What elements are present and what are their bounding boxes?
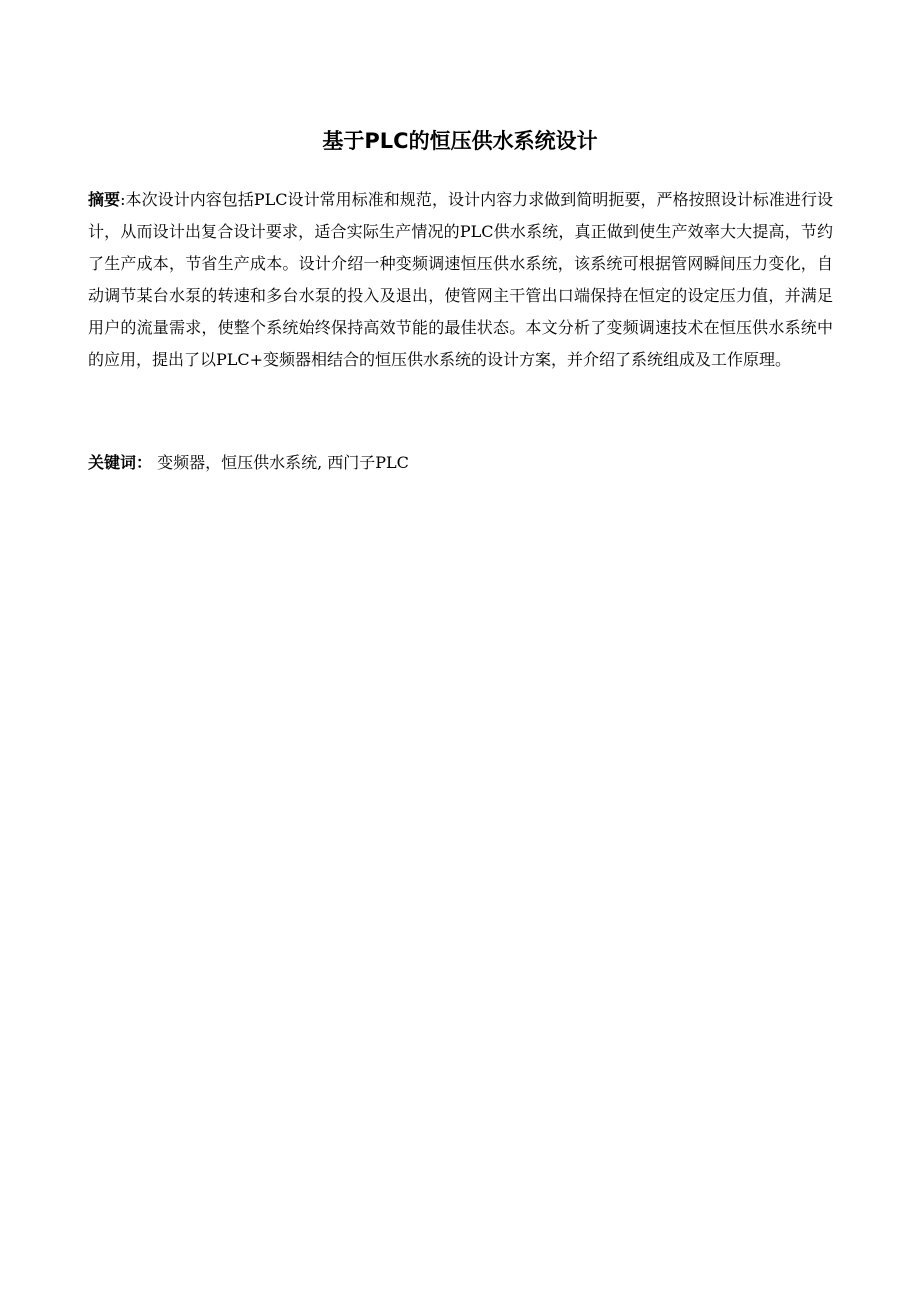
keywords-line (88, 447, 833, 479)
abstract-label: 摘要 (88, 190, 121, 209)
abstract-text: 本次设计内容包括PLC设计常用标准和规范，设计内容力求做到简明扼要，严格按照设计标准进行设计，从而设计出复合设计要求，适合实际生产情况的PLC供水系统，真正做到使生产效率大大提高，节约了生产成本，节省生产成本。设计介绍一种变频调速恒压供水系统，该系统可根据管网瞬间压力变化，自动调节某台水泵的转速和多台水泵的投入及退出，使管网主干管出口端保持在恒定的设定压力值，并满足用户的流量需求，使整个系统始终保持高效节能的最佳状态。本文分析了变频调速技术在恒压供水系统中的应用，提出了以PLC+变频器相结合的恒压供水系统的设计方案，并介绍了系统组成及工作原理。 (88, 190, 833, 369)
keywords-text: 变频器，恒压供水系统, 西门子PLC (157, 453, 409, 472)
document-title: 基于PLC的恒压供水系统设计 (322, 129, 598, 153)
keywords-label: 关键词： (88, 453, 153, 472)
abstract-separator: : (120, 190, 126, 209)
abstract-paragraph (88, 184, 833, 376)
